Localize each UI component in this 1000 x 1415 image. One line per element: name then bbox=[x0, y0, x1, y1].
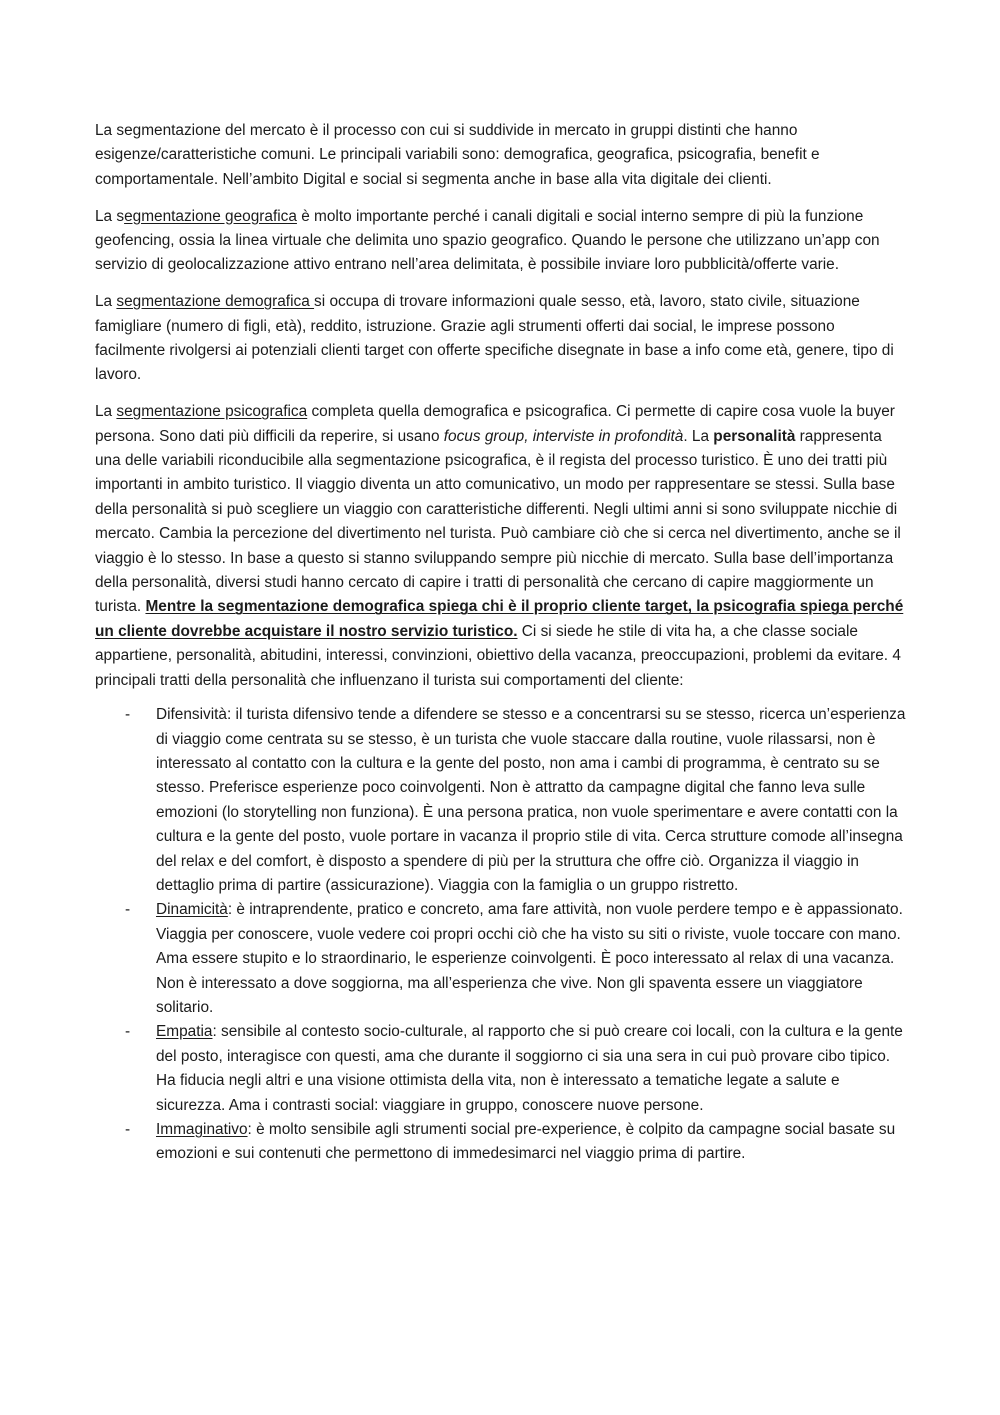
demographic-segmentation-paragraph bbox=[95, 290, 907, 388]
trait-text: : il turista difensivo tende a difendere se stesso e a concentrarsi su se stesso, ricerca un’esperienza di viaggio come centrata su se stesso, è un turista che vuole staccare dalla routine, vuole rilassarsi, non è interessato al contatto con la cultura e la gente del posto, non ama i cambi di programma, è centrato su se stesso. Preferisce esperienze poco coinvolgenti. Non è attratto da campagne digital che fanno leva sulle emozioni (lo storytelling non funziona). È una persona pratica, non vuole sperimentare e avere contatti con la cultura e la gente del posto, vuole portare in vacanza il proprio stile di vita. Cerca strutture comode all’insegna del relax e del comfort, è disposto a spendere di più per la struttura che offre ciò. Organizza il viaggio in dettaglio prima di partire (assicurazione). Viaggia con la famiglia o un gruppo ristretto. bbox=[156, 706, 906, 894]
demographic-pre: La bbox=[95, 293, 117, 311]
list-dash: - bbox=[125, 1023, 131, 1041]
personality-bold: personalità bbox=[713, 427, 796, 445]
psychographic-text-1: completa quella demografica e psicografica. Ci permette di capire cosa vuole la buyer persona. Sono dati più difficili da reperire, si usano bbox=[95, 403, 895, 445]
demographic-text: si occupa di trovare informazioni quale sesso, età, lavoro, stato civile, situazione famigliare (numero di figli, età), reddito, istruzione. Grazie agli strumenti offerti dai social, le imprese possono facilmente rivolgersi ai potenziali clienti target con offerte specifiche disegnate in base a info come età, genere, tipo di lavoro. bbox=[95, 293, 894, 384]
psychographic-text-2: . La bbox=[683, 427, 714, 445]
trait-term: Dinamicità bbox=[156, 901, 228, 919]
list-dash: - bbox=[125, 901, 131, 919]
psychographic-text-4: Ci si siede he stile di vita ha, a che classe sociale appartiene, personalità, abitudini, interessi, convinzioni, obiettivo della vacanza, preoccupazioni, problemi da evitare. 4 principali tratti della personalità che influenzano il turista sui comportamenti del cliente: bbox=[95, 622, 901, 689]
intro-text: La segmentazione del mercato è il processo con cui si suddivide in mercato in gruppi distinti che hanno esigenze/caratteristiche comuni. Le principali variabili sono: demografica, geografica, psicografia, benefit e comportamentale. Nell’ambito Digital e social si segmenta anche in base alla vita digitale dei clienti. bbox=[95, 122, 820, 188]
trait-term: Immaginativo bbox=[156, 1121, 248, 1139]
list-dash: - bbox=[125, 1121, 131, 1139]
psychographic-segmentation-paragraph bbox=[95, 400, 907, 693]
trait-text: : è intraprendente, pratico e concreto, ama fare attività, non vuole perdere tempo e è appassionato. Viaggia per conoscere, vuole vedere coi propri occhi ciò che ha visto su siti o riviste, vuole toccare con mano. Ama essere stupito e lo straordinario, le esperienze coinvolgenti. È poco interessato al relax di una vacanza. Non è interessato a dove soggiorna, ma all’esperienza che vive. Non gli spaventa essere un viaggiatore solitario. bbox=[156, 901, 903, 1016]
geographic-segmentation-paragraph bbox=[95, 205, 907, 278]
trait-text: : sensibile al contesto socio-culturale, al rapporto che si può creare coi locali, con la cultura e la gente del posto, interagisce con questi, ama che durante il soggiorno ci sia una sera in cui può provare cibo tipico. Ha fiducia negli altri e una visione ottimista della vita, non è interessato a tematiche legate a salute e sicurezza. Ama i contrasti social: viaggiare in gruppo, conoscere nuove persone. bbox=[156, 1023, 903, 1114]
list-item-imaginative bbox=[95, 1118, 907, 1167]
psychographic-text-3: rappresenta una delle variabili riconducibile alla segmentazione psicografica, è il regista del processo turistico. È uno dei tratti più importanti in ambito turistico. Il viaggio diventa un atto comunicativo, un modo per rappresentare se stessi. Sulla base della personalità si può scegliere un viaggio con caratteristiche differenti. Negli ultimi anni si sono sviluppate nicchie di mercato. Cambia la percezione del divertimento nel turista. Può cambiare ciò che si cerca nel divertimento, anche se il viaggio è lo stesso. In base a questo si stanno sviluppando sempre più nicchie di mercato. Sulla base dell’importanza della personalità, diversi studi hanno cercato di capire i tratti di personalità che cercano di capire maggiormente un turista. bbox=[95, 427, 901, 616]
geographic-term: egmentazione geografica bbox=[124, 207, 297, 225]
list-item-defensiveness bbox=[95, 703, 907, 898]
personality-traits-list bbox=[95, 703, 907, 1167]
list-item-dynamism bbox=[95, 898, 907, 1020]
trait-text: : è molto sensibile agli strumenti social pre-experience, è colpito da campagne social basate su emozioni e sui contenuti che permettono di immedesimarci nel viaggio prima di partire. bbox=[156, 1121, 896, 1163]
psychographic-italic: focus group, interviste in profondità bbox=[443, 427, 684, 445]
geographic-text: è molto importante perché i canali digitali e social interno sempre di più la funzione geofencing, ossia la linea virtuale che delimita uno spazio geografico. Quando le persone che utilizzano un’app con servizio di geolocalizzazione attivo entrano nell’area delimitata, è possibile inviare loro pubblicità/offerte varie. bbox=[95, 207, 880, 274]
psychographic-term: segmentazione psicografica bbox=[116, 403, 308, 421]
list-dash: - bbox=[125, 706, 131, 724]
key-statement: Mentre la segmentazione demografica spiega chi è il proprio cliente target, la psicografia spiega perché un cliente dovrebbe acquistare il nostro servizio turistico. bbox=[95, 598, 904, 640]
geographic-pre: La s bbox=[95, 207, 125, 225]
demographic-term: segmentazione demografica bbox=[116, 293, 315, 311]
document-page bbox=[95, 119, 907, 1167]
intro-paragraph bbox=[95, 119, 907, 192]
list-item-empathy bbox=[95, 1020, 907, 1118]
psychographic-pre: La bbox=[95, 403, 117, 421]
trait-term: Difensività bbox=[156, 706, 227, 724]
trait-term: Empatia bbox=[156, 1023, 213, 1041]
